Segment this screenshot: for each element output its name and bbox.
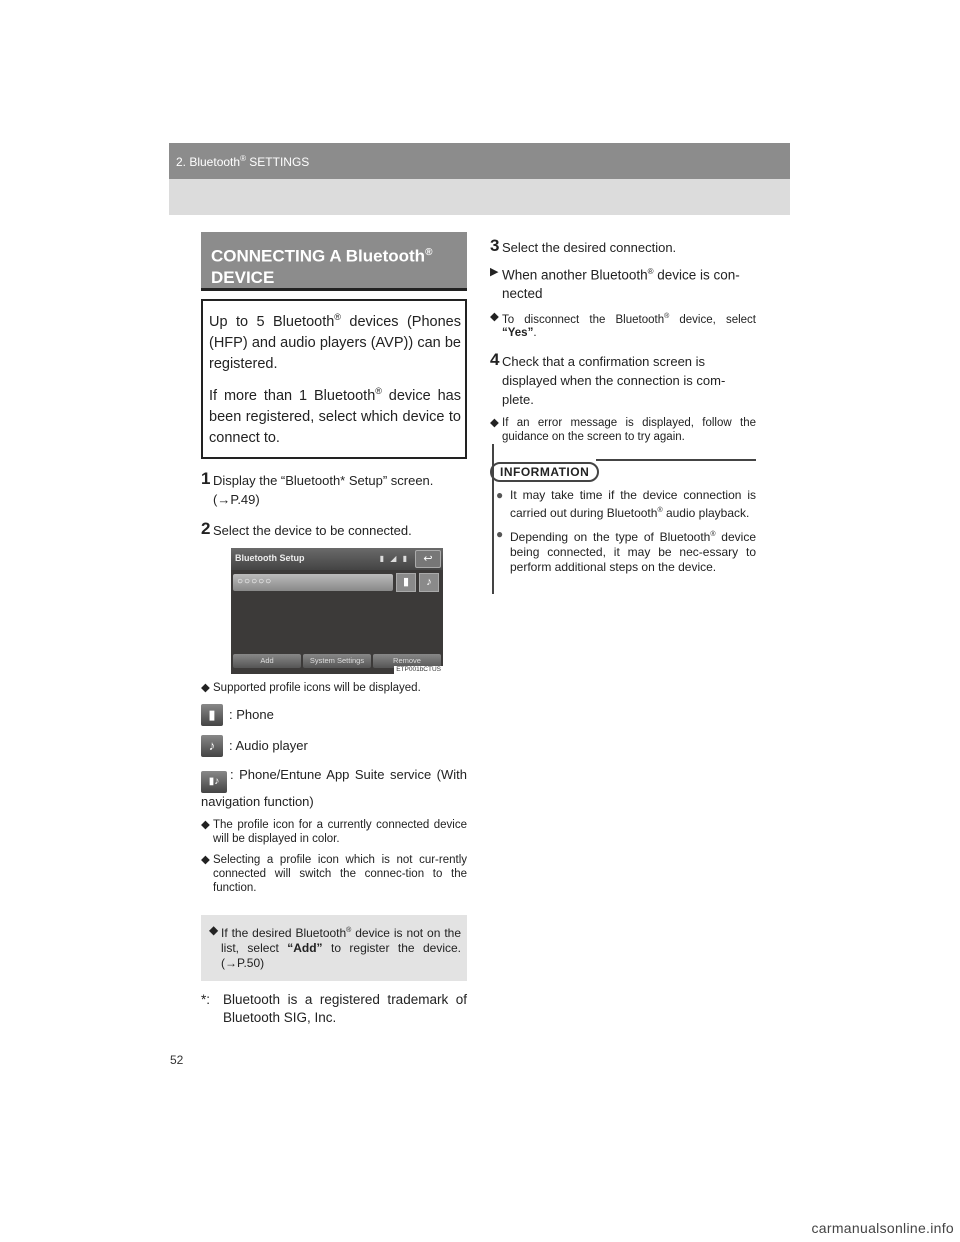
diamond-icon: ◆ bbox=[490, 310, 499, 323]
phone-audio-icon: ▮♪ bbox=[201, 771, 227, 793]
diamond-icon: ◆ bbox=[201, 818, 210, 831]
right-column bbox=[490, 232, 756, 575]
diamond-icon: ◆ bbox=[201, 853, 210, 866]
step-4 bbox=[490, 352, 756, 409]
section-heading: CONNECTING A Bluetooth® DEVICE bbox=[201, 232, 467, 290]
left-column bbox=[201, 232, 467, 1027]
step-1 bbox=[201, 468, 467, 509]
diamond-icon: ◆ bbox=[201, 681, 210, 694]
device-list-item[interactable] bbox=[233, 574, 393, 591]
step-3 bbox=[490, 238, 756, 257]
legend-audio: ♪ : Audio player bbox=[201, 735, 467, 757]
step-text: Select the device to be connected. bbox=[213, 522, 412, 538]
step-number: 3 bbox=[490, 236, 500, 255]
information-label: INFORMATION bbox=[490, 462, 599, 482]
intro-paragraph-2: If more than 1 Bluetooth® device has been registered, select which device to connect to. bbox=[209, 385, 462, 446]
step-number: 2 bbox=[201, 518, 211, 538]
bullet-dot-icon: ● bbox=[496, 488, 504, 503]
bullet-color: ◆ The profile icon for a currently connected device will be displayed in color. bbox=[201, 818, 467, 845]
case-another-device: ▶ When another Bluetooth® device is con-nected bbox=[490, 263, 756, 303]
screen-title: Bluetooth Setup bbox=[235, 552, 305, 563]
step-2 bbox=[201, 518, 467, 540]
back-icon[interactable]: ↩ bbox=[415, 550, 441, 568]
diamond-icon: ◆ bbox=[490, 417, 499, 430]
diamond-icon: ◆ bbox=[209, 922, 219, 937]
system-settings-button[interactable]: System Settings bbox=[303, 654, 371, 668]
add-button[interactable]: Add bbox=[233, 654, 301, 668]
information-rule bbox=[596, 459, 756, 461]
add-device-note: ◆ If the desired Bluetooth® device is not on the list, select “Add” to register the device. (→P.50) bbox=[201, 915, 467, 981]
phone-profile-icon[interactable]: ▮ bbox=[396, 573, 416, 592]
step-text: Select the desired connection. bbox=[502, 240, 677, 255]
intro-paragraph-1: Up to 5 Bluetooth® devices (Phones (HFP) and audio players (AVP)) can be registered. bbox=[209, 312, 461, 372]
bluetooth-setup-screenshot bbox=[231, 548, 443, 674]
arrow-right-icon: ▶ bbox=[490, 266, 499, 278]
bullet-profile-icons: ◆ Supported profile icons will be displayed. bbox=[201, 681, 421, 694]
page-number: 52 bbox=[170, 1053, 184, 1067]
phone-icon: ▮ bbox=[201, 704, 223, 726]
section-rule bbox=[201, 288, 467, 291]
device-name: ○○○○○ bbox=[237, 575, 273, 587]
remove-button[interactable]: Remove bbox=[373, 654, 441, 668]
watermark: carmanualsonline.info bbox=[811, 1220, 954, 1236]
legend-entune: ▮♪ : Phone/Entune App Suite service (With navigation function) bbox=[201, 766, 467, 809]
signal-status-icon: ▮ ◢ ▮ bbox=[379, 553, 409, 563]
figure-code: ETP001bCTUS bbox=[396, 665, 441, 673]
step-text: Display the “Bluetooth* Setup” screen. (→P.49) bbox=[213, 472, 434, 507]
info-item-2: ● Depending on the type of Bluetooth® device being connected, it may be nec-essary to perform additional steps on the device. bbox=[496, 527, 756, 575]
step-number: 1 bbox=[201, 468, 211, 488]
music-note-icon: ♪ bbox=[201, 735, 223, 757]
bullet-error: ◆ If an error message is displayed, follow the guidance on the screen to try again. bbox=[490, 417, 756, 444]
information-side-rule bbox=[492, 444, 494, 594]
chapter-title: 2. Bluetooth® SETTINGS bbox=[176, 154, 310, 169]
info-item-1: ● It may take time if the device connection is carried out during Bluetooth® audio playback. bbox=[496, 488, 756, 521]
intro-box bbox=[201, 299, 467, 459]
bullet-dot-icon: ● bbox=[496, 527, 504, 542]
trademark-footnote: *: Bluetooth is a registered trademark of Bluetooth SIG, Inc. bbox=[201, 991, 467, 1025]
bullet-disconnect: ◆ To disconnect the Bluetooth® device, select “Yes”. bbox=[490, 310, 756, 340]
audio-profile-icon[interactable]: ♪ bbox=[419, 573, 439, 592]
step-text: Check that a confirmation screen is displayed when the connection is com-plete. bbox=[502, 354, 726, 408]
legend-phone: ▮ : Phone bbox=[201, 704, 467, 726]
bullet-switch: ◆ Selecting a profile icon which is not cur-rently connected will switch the connec-tion to the function. bbox=[201, 853, 467, 894]
step-number: 4 bbox=[490, 350, 500, 370]
